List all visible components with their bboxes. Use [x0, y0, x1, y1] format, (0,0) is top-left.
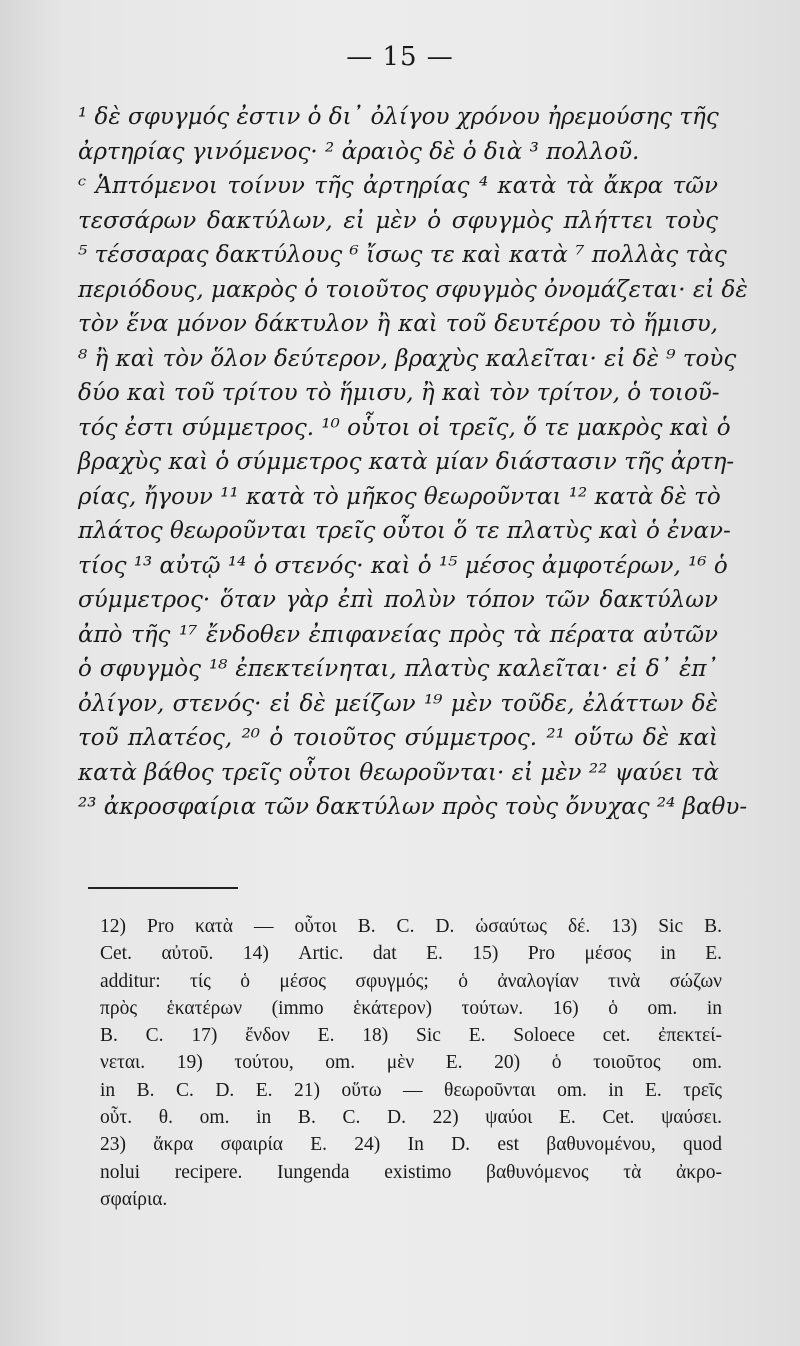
footnote-line: in B. C. D. E. 21) οὕτω — θεωροῦνται om. in E. τρεῖς — [100, 1079, 722, 1101]
text-line: σύμμετρος· ὅταν γὰρ ἐπὶ πολὺν τόπον τῶν δακτύλων — [78, 587, 718, 613]
text-line: ᶜ Ἁπτόμενοι τοίνυν τῆς ἀρτηρίας ⁴ κατὰ τὰ ἄκρα τῶν — [78, 173, 718, 199]
text-line: βραχὺς καὶ ὁ σύμμετρος κατὰ μίαν διάστασιν τῆς ἀρτη- — [78, 449, 735, 475]
text-line: δύο καὶ τοῦ τρίτου τὸ ἥμισυ, ἢ καὶ τὸν τρίτον, ὁ τοιοῦ- — [78, 380, 720, 406]
text-line: τεσσάρων δακτύλων, εἰ μὲν ὁ σφυγμὸς πλήττει τοὺς — [78, 207, 718, 234]
text-line: τός ἐστι σύμμετρος. ¹⁰ οὗτοι οἱ τρεῖς, ὅ τε μακρὸς καὶ ὁ — [78, 414, 731, 441]
text-line: ἀρτηρίας γινόμενος· ² ἀραιὸς δὲ ὁ διὰ ³ πολλοῦ. — [78, 138, 640, 165]
text-line: τὸν ἕνα μόνον δάκτυλον ἢ καὶ τοῦ δευτέρου τὸ ἥμισυ, — [78, 311, 718, 337]
text-line: ¹ δὲ σφυγμός ἐστιν ὁ δι᾽ ὀλίγου χρόνου ἠρεμούσης τῆς — [78, 104, 719, 130]
footnote-line: B. C. 17) ἔνδον E. 18) Sic E. Soloece cet. ἐπεκτεί- — [100, 1025, 722, 1047]
footnote-line: nolui recipere. Iungenda existimo βαθυνόμενος τὰ ἀκρο- — [100, 1161, 722, 1183]
footnote-line: Cet. αὐτοῦ. 14) Artic. dat E. 15) Pro μέσος in E. — [100, 943, 722, 965]
text-line: ρίας, ἤγουν ¹¹ κατὰ τὸ μῆκος θεωροῦνται ¹² κατὰ δὲ τὸ — [78, 483, 721, 510]
text-line: τοῦ πλατέος, ²⁰ ὁ τοιοῦτος σύμμετρος. ²¹ οὕτω δὲ καὶ — [78, 725, 718, 751]
footnotes-block — [100, 913, 722, 1213]
text-line: ἀπὸ τῆς ¹⁷ ἔνδοθεν ἐπιφανείας πρὸς τὰ πέρατα αὐτῶν — [78, 621, 718, 648]
main-text-block — [78, 100, 748, 825]
page-number: — 15 — — [346, 42, 454, 72]
text-line: τίος ¹³ αὐτῷ ¹⁴ ὁ στενός· καὶ ὁ ¹⁵ μέσος ἀμφοτέρων, ¹⁶ ὁ — [78, 552, 728, 579]
footnote-line: πρὸς ἑκατέρων (immo ἑκάτερον) τούτων. 16) ὁ om. in — [100, 997, 722, 1019]
footnote-line: additur: τίς ὁ μέσος σφυγμός; ὁ ἀναλογίαν τινὰ σώζων — [100, 970, 722, 992]
text-line: κατὰ βάθος τρεῖς οὗτοι θεωροῦνται· εἰ μὲν ²² ψαύει τὰ — [78, 759, 720, 786]
text-line: ὀλίγον, στενός· εἰ δὲ μείζων ¹⁹ μὲν τοῦδε, ἐλάττων δὲ — [78, 690, 718, 717]
footnote-line: 12) Pro κατὰ — οὗτοι B. C. D. ὡσαύτως δέ. 13) Sic B. — [100, 916, 722, 937]
footnote-line: σφαίρια. — [100, 1188, 168, 1210]
footnote-line: 23) ἄκρα σφαιρία E. 24) In D. est βαθυνομένου, quod — [100, 1134, 722, 1156]
footnote-line: οὗτ. θ. om. in B. C. D. 22) ψαύοι E. Cet. ψαύσει. — [100, 1107, 722, 1129]
text-line: ²³ ἀκροσφαίρια τῶν δακτύλων πρὸς τοὺς ὄνυχας ²⁴ βαθυ- — [78, 794, 748, 820]
text-line: ὁ σφυγμὸς ¹⁸ ἐπεκτείνηται, πλατὺς καλεῖται· εἰ δ᾽ ἐπ᾽ — [78, 656, 718, 682]
text-line: πλάτος θεωροῦνται τρεῖς οὗτοι ὅ τε πλατὺς καὶ ὁ ἐναν- — [78, 518, 731, 544]
footnote-line: νεται. 19) τούτου, om. μὲν E. 20) ὁ τοιοῦτος om. — [100, 1052, 722, 1074]
text-line: περιόδους, μακρὸς ὁ τοιοῦτος σφυγμὸς ὀνομάζεται· εἰ δὲ — [78, 276, 748, 303]
footnote-divider — [88, 887, 238, 889]
text-line: ⁸ ἢ καὶ τὸν ὅλον δεύτερον, βραχὺς καλεῖται· εἰ δὲ ⁹ τοὺς — [78, 345, 737, 372]
text-line: ⁵ τέσσαρας δακτύλους ⁶ ἴσως τε καὶ κατὰ ⁷ πολλὰς τὰς — [78, 242, 727, 268]
